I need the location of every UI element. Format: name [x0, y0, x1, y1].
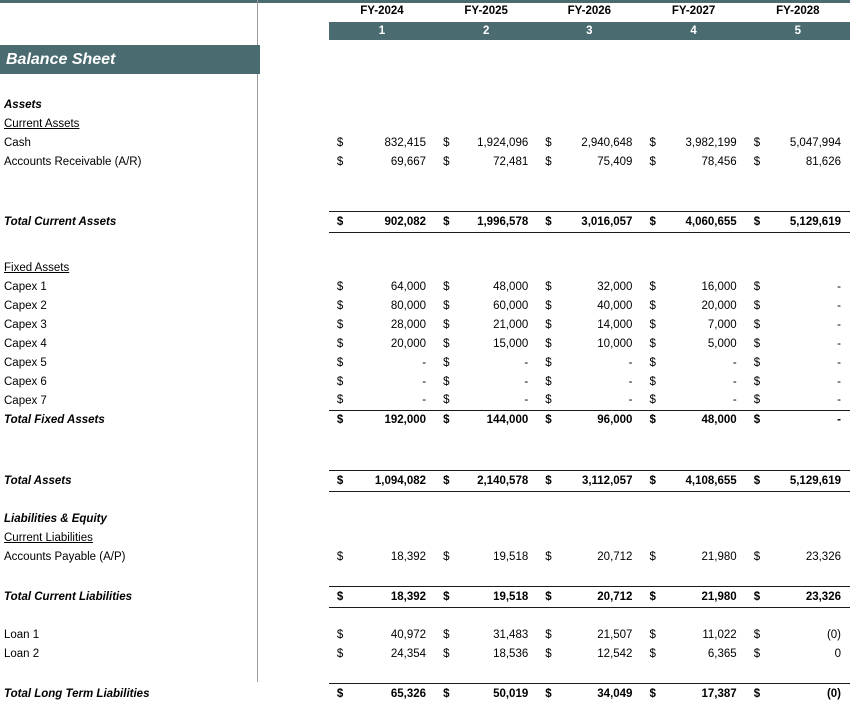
- spacer-row: [0, 171, 850, 211]
- row-label-total-current-assets: Total Current Assets: [4, 215, 117, 228]
- row-label-loan-1: Loan 1: [4, 628, 40, 641]
- row-label-capex-4: Capex 4: [4, 337, 47, 350]
- cell-capex2-fy2024: 80,000: [390, 299, 427, 312]
- row-label-total-assets: Total Assets: [4, 474, 72, 487]
- currency-symbol: $: [443, 356, 450, 369]
- cell-capex3-fy2024: 28,000: [390, 318, 427, 331]
- spacer-row: [0, 566, 850, 586]
- table-row: [0, 353, 850, 372]
- currency-symbol: $: [649, 155, 656, 168]
- header-spacer: [0, 0, 260, 22]
- cell-tcl-fy2028: 23,326: [764, 586, 850, 607]
- cell-tltl-fy2028: (0): [764, 683, 850, 704]
- currency-symbol: $: [336, 299, 344, 312]
- currency-symbol: $: [649, 337, 656, 350]
- fixed-assets-heading: Fixed Assets: [4, 261, 70, 274]
- currency-symbol: $: [545, 155, 552, 168]
- current-liabilities-heading: Current Liabilities: [4, 531, 93, 544]
- cell-tca-fy2028: 5,129,619: [764, 211, 850, 232]
- currency-symbol: $: [649, 647, 656, 660]
- cell-loan2-fy2028: 0: [834, 647, 841, 660]
- cell-capex7-fy2025: -: [524, 394, 529, 407]
- page-title: Balance Sheet: [0, 45, 260, 74]
- currency-symbol: $: [537, 586, 555, 607]
- cell-cash-fy2024: 832,415: [384, 136, 427, 149]
- cell-capex4-fy2025: 15,000: [493, 337, 529, 350]
- header-period-3: 3: [537, 22, 641, 40]
- currency-symbol: $: [537, 211, 555, 232]
- cell-capex1-fy2026: 32,000: [597, 280, 633, 293]
- currency-symbol: $: [649, 136, 656, 149]
- cell-ar-fy2026: 75,409: [597, 155, 633, 168]
- currency-symbol: $: [545, 356, 552, 369]
- liabilities-equity-heading: Liabilities & Equity: [4, 512, 107, 525]
- cell-capex7-fy2026: -: [628, 394, 633, 407]
- cell-loan2-fy2025: 18,536: [493, 647, 529, 660]
- currency-symbol: $: [753, 628, 761, 641]
- table-row: [0, 547, 850, 566]
- cell-capex6-fy2028: -: [837, 375, 841, 388]
- currency-symbol: $: [435, 470, 453, 491]
- cell-capex6-fy2025: -: [524, 375, 529, 388]
- currency-symbol: $: [329, 410, 347, 430]
- currency-symbol: $: [336, 356, 344, 369]
- header-year-fy2024: FY-2024: [360, 4, 404, 17]
- cell-capex5-fy2028: -: [837, 356, 841, 369]
- currency-symbol: $: [641, 683, 659, 704]
- currency-symbol: $: [641, 410, 659, 430]
- cell-capex4-fy2024: 20,000: [390, 337, 427, 350]
- currency-symbol: $: [443, 647, 450, 660]
- table-row: [0, 625, 850, 644]
- currency-symbol: $: [649, 375, 656, 388]
- cell-ar-fy2025: 72,481: [493, 155, 529, 168]
- cell-loan2-fy2026: 12,542: [597, 647, 633, 660]
- cell-tfa-fy2028: -: [764, 410, 850, 430]
- cell-capex1-fy2028: -: [837, 280, 841, 293]
- row-label-total-current-liabilities: Total Current Liabilities: [4, 590, 133, 603]
- currency-symbol: $: [336, 280, 344, 293]
- currency-symbol: $: [545, 375, 552, 388]
- cell-ar-fy2027: 78,456: [701, 155, 737, 168]
- row-label-loan-2: Loan 2: [4, 647, 40, 660]
- currency-symbol: $: [753, 647, 761, 660]
- currency-symbol: $: [336, 136, 344, 149]
- currency-symbol: $: [545, 318, 552, 331]
- cell-loan1-fy2027: 11,022: [702, 628, 737, 641]
- cell-tcl-fy2027: 21,980: [660, 586, 746, 607]
- currency-symbol: $: [753, 550, 761, 563]
- cell-tltl-fy2026: 34,049: [555, 683, 641, 704]
- currency-symbol: $: [545, 337, 552, 350]
- currency-symbol: $: [336, 337, 344, 350]
- cell-capex3-fy2025: 21,000: [493, 318, 529, 331]
- cell-cash-fy2028: 5,047,994: [789, 136, 841, 149]
- cell-ta-fy2027: 4,108,655: [660, 470, 746, 491]
- total-long-term-liabilities-row: [0, 683, 850, 704]
- cell-ta-fy2028: 5,129,619: [764, 470, 850, 491]
- current-liabilities-heading-row: [0, 528, 850, 547]
- table-row: [0, 644, 850, 663]
- currency-symbol: $: [649, 550, 656, 563]
- cell-tfa-fy2025: 144,000: [453, 410, 537, 430]
- table-row: [0, 334, 850, 353]
- row-label-capex-6: Capex 6: [4, 375, 47, 388]
- cell-capex4-fy2027: 5,000: [707, 337, 737, 350]
- total-current-assets-row: [0, 211, 850, 232]
- cell-tca-fy2024: 902,082: [347, 211, 435, 232]
- row-label-capex-3: Capex 3: [4, 318, 47, 331]
- cell-capex2-fy2025: 60,000: [493, 299, 529, 312]
- cell-loan1-fy2025: 31,483: [493, 628, 529, 641]
- cell-capex7-fy2027: -: [732, 394, 737, 407]
- title-row: [0, 45, 850, 74]
- cell-capex2-fy2028: -: [837, 299, 841, 312]
- currency-symbol: $: [649, 280, 656, 293]
- cell-capex5-fy2026: -: [628, 356, 633, 369]
- row-label-accounts-receivable: Accounts Receivable (A/R): [4, 155, 142, 168]
- cell-ap-fy2028: 23,326: [805, 550, 841, 563]
- header-year-fy2028: FY-2028: [776, 4, 820, 17]
- currency-symbol: $: [753, 375, 761, 388]
- currency-symbol: $: [753, 356, 761, 369]
- currency-symbol: $: [746, 470, 764, 491]
- total-current-liabilities-row: [0, 586, 850, 607]
- spacer-row: [0, 430, 850, 470]
- cell-capex5-fy2024: -: [422, 356, 427, 369]
- cell-capex4-fy2026: 10,000: [597, 337, 633, 350]
- cell-ta-fy2025: 2,140,578: [453, 470, 537, 491]
- currency-symbol: $: [336, 155, 344, 168]
- currency-symbol: $: [746, 211, 764, 232]
- header-period-2: 2: [435, 22, 537, 40]
- currency-symbol: $: [537, 470, 555, 491]
- cell-loan2-fy2027: 6,365: [707, 647, 737, 660]
- currency-symbol: $: [753, 280, 761, 293]
- currency-symbol: $: [753, 337, 761, 350]
- cell-ap-fy2024: 18,392: [390, 550, 427, 563]
- table-row: [0, 391, 850, 410]
- cell-tcl-fy2024: 18,392: [347, 586, 435, 607]
- spacer-row-after-title: [0, 74, 850, 95]
- currency-symbol: $: [753, 394, 761, 407]
- cell-capex5-fy2025: -: [524, 356, 529, 369]
- currency-symbol: $: [649, 394, 656, 407]
- total-assets-row: [0, 470, 850, 491]
- spacer-row: [0, 663, 850, 683]
- currency-symbol: $: [329, 586, 347, 607]
- table-row: [0, 152, 850, 171]
- cell-cash-fy2026: 2,940,648: [581, 136, 633, 149]
- currency-symbol: $: [443, 155, 450, 168]
- currency-symbol: $: [443, 628, 450, 641]
- currency-symbol: $: [435, 586, 453, 607]
- cell-capex6-fy2026: -: [628, 375, 633, 388]
- table-row: [0, 296, 850, 315]
- currency-symbol: $: [746, 683, 764, 704]
- cell-capex1-fy2025: 48,000: [493, 280, 529, 293]
- currency-symbol: $: [443, 136, 450, 149]
- row-label-capex-7: Capex 7: [4, 394, 47, 407]
- cell-capex3-fy2027: 7,000: [707, 318, 737, 331]
- header-period-5: 5: [746, 22, 850, 40]
- header-period-1: 1: [329, 22, 435, 40]
- cell-capex6-fy2027: -: [732, 375, 737, 388]
- currency-symbol: $: [649, 318, 656, 331]
- currency-symbol: $: [336, 628, 344, 641]
- fixed-assets-heading-row: [0, 258, 850, 277]
- spacer-row: [0, 232, 850, 258]
- cell-capex4-fy2028: -: [837, 337, 841, 350]
- cell-loan1-fy2028: (0): [826, 628, 841, 641]
- currency-symbol: $: [443, 280, 450, 293]
- currency-symbol: $: [336, 375, 344, 388]
- table-row: [0, 277, 850, 296]
- currency-symbol: $: [443, 550, 450, 563]
- cell-tca-fy2026: 3,016,057: [555, 211, 641, 232]
- currency-symbol: $: [329, 470, 347, 491]
- cell-cash-fy2025: 1,924,096: [477, 136, 529, 149]
- cell-ta-fy2026: 3,112,057: [555, 470, 641, 491]
- cell-ap-fy2026: 20,712: [597, 550, 633, 563]
- currency-symbol: $: [545, 647, 552, 660]
- currency-symbol: $: [753, 318, 761, 331]
- cell-cash-fy2027: 3,982,199: [685, 136, 737, 149]
- row-label-total-fixed-assets: Total Fixed Assets: [4, 414, 105, 426]
- currency-symbol: $: [545, 394, 552, 407]
- cell-ar-fy2028: 81,626: [805, 155, 841, 168]
- current-assets-heading: Current Assets: [4, 117, 80, 130]
- currency-symbol: $: [753, 136, 761, 149]
- cell-tfa-fy2024: 192,000: [347, 410, 435, 430]
- current-assets-heading-row: [0, 114, 850, 133]
- header-year-fy2025: FY-2025: [464, 4, 508, 17]
- header-year-fy2027: FY-2027: [671, 4, 716, 17]
- header-period-row: [0, 22, 850, 40]
- assets-heading-row: [0, 95, 850, 114]
- cell-capex3-fy2026: 14,000: [597, 318, 633, 331]
- currency-symbol: $: [435, 683, 453, 704]
- header-period-4: 4: [641, 22, 745, 40]
- cell-loan1-fy2026: 21,507: [597, 628, 633, 641]
- currency-symbol: $: [329, 683, 347, 704]
- cell-tca-fy2025: 1,996,578: [453, 211, 537, 232]
- currency-symbol: $: [641, 211, 659, 232]
- cell-tltl-fy2027: 17,387: [660, 683, 746, 704]
- currency-symbol: $: [443, 318, 450, 331]
- currency-symbol: $: [435, 410, 453, 430]
- cell-capex2-fy2027: 20,000: [701, 299, 737, 312]
- cell-ap-fy2027: 21,980: [701, 550, 737, 563]
- currency-symbol: $: [329, 211, 347, 232]
- cell-tltl-fy2024: 65,326: [347, 683, 435, 704]
- cell-capex3-fy2028: -: [837, 318, 841, 331]
- currency-symbol: $: [649, 628, 656, 641]
- cell-loan2-fy2024: 24,354: [390, 647, 427, 660]
- currency-symbol: $: [649, 356, 656, 369]
- header-year-row: [0, 0, 850, 22]
- currency-symbol: $: [545, 628, 552, 641]
- cell-capex5-fy2027: -: [732, 356, 737, 369]
- currency-symbol: $: [443, 337, 450, 350]
- currency-symbol: $: [746, 410, 764, 430]
- row-label-accounts-payable: Accounts Payable (A/P): [4, 550, 126, 563]
- currency-symbol: $: [753, 155, 761, 168]
- row-label-capex-1: Capex 1: [4, 280, 47, 293]
- liabilities-equity-heading-row: [0, 509, 850, 528]
- cell-tcl-fy2025: 19,518: [453, 586, 537, 607]
- row-label-capex-2: Capex 2: [4, 299, 47, 312]
- cell-tltl-fy2025: 50,019: [453, 683, 537, 704]
- header-year-fy2026: FY-2026: [567, 4, 612, 17]
- cell-capex1-fy2027: 16,000: [701, 280, 737, 293]
- cell-tca-fy2027: 4,060,655: [660, 211, 746, 232]
- currency-symbol: $: [443, 375, 450, 388]
- row-label-capex-5: Capex 5: [4, 356, 47, 369]
- cell-ta-fy2024: 1,094,082: [347, 470, 435, 491]
- cell-capex7-fy2028: -: [837, 394, 841, 407]
- header-gap: [260, 0, 329, 22]
- currency-symbol: $: [336, 647, 344, 660]
- cell-capex1-fy2024: 64,000: [390, 280, 427, 293]
- spacer-row: [0, 607, 850, 625]
- cell-ar-fy2024: 69,667: [390, 155, 427, 168]
- currency-symbol: $: [746, 586, 764, 607]
- currency-symbol: $: [443, 394, 450, 407]
- currency-symbol: $: [336, 394, 344, 407]
- cell-ap-fy2025: 19,518: [493, 550, 529, 563]
- currency-symbol: $: [336, 318, 344, 331]
- currency-symbol: $: [545, 280, 552, 293]
- currency-symbol: $: [649, 299, 656, 312]
- cell-tfa-fy2026: 96,000: [555, 410, 641, 430]
- cell-loan1-fy2024: 40,972: [390, 628, 427, 641]
- currency-symbol: $: [545, 550, 552, 563]
- assets-heading: Assets: [4, 98, 42, 111]
- currency-symbol: $: [443, 299, 450, 312]
- header-period-spacer: [0, 22, 260, 40]
- cell-capex6-fy2024: -: [422, 375, 427, 388]
- cell-tfa-fy2027: 48,000: [660, 410, 746, 430]
- total-fixed-assets-row: [0, 410, 850, 430]
- currency-symbol: $: [435, 211, 453, 232]
- currency-symbol: $: [641, 470, 659, 491]
- spacer-row: [0, 491, 850, 509]
- table-row: [0, 372, 850, 391]
- currency-symbol: $: [537, 410, 555, 430]
- cell-capex2-fy2026: 40,000: [597, 299, 633, 312]
- cell-capex7-fy2024: -: [422, 394, 427, 407]
- currency-symbol: $: [336, 550, 344, 563]
- table-row: [0, 315, 850, 334]
- currency-symbol: $: [753, 299, 761, 312]
- currency-symbol: $: [545, 136, 552, 149]
- currency-symbol: $: [537, 683, 555, 704]
- currency-symbol: $: [641, 586, 659, 607]
- table-row: [0, 133, 850, 152]
- currency-symbol: $: [545, 299, 552, 312]
- header-period-gap: [260, 22, 329, 40]
- cell-tcl-fy2026: 20,712: [555, 586, 641, 607]
- row-label-cash: Cash: [4, 136, 31, 149]
- row-label-total-long-term-liabilities: Total Long Term Liabilities: [4, 687, 150, 700]
